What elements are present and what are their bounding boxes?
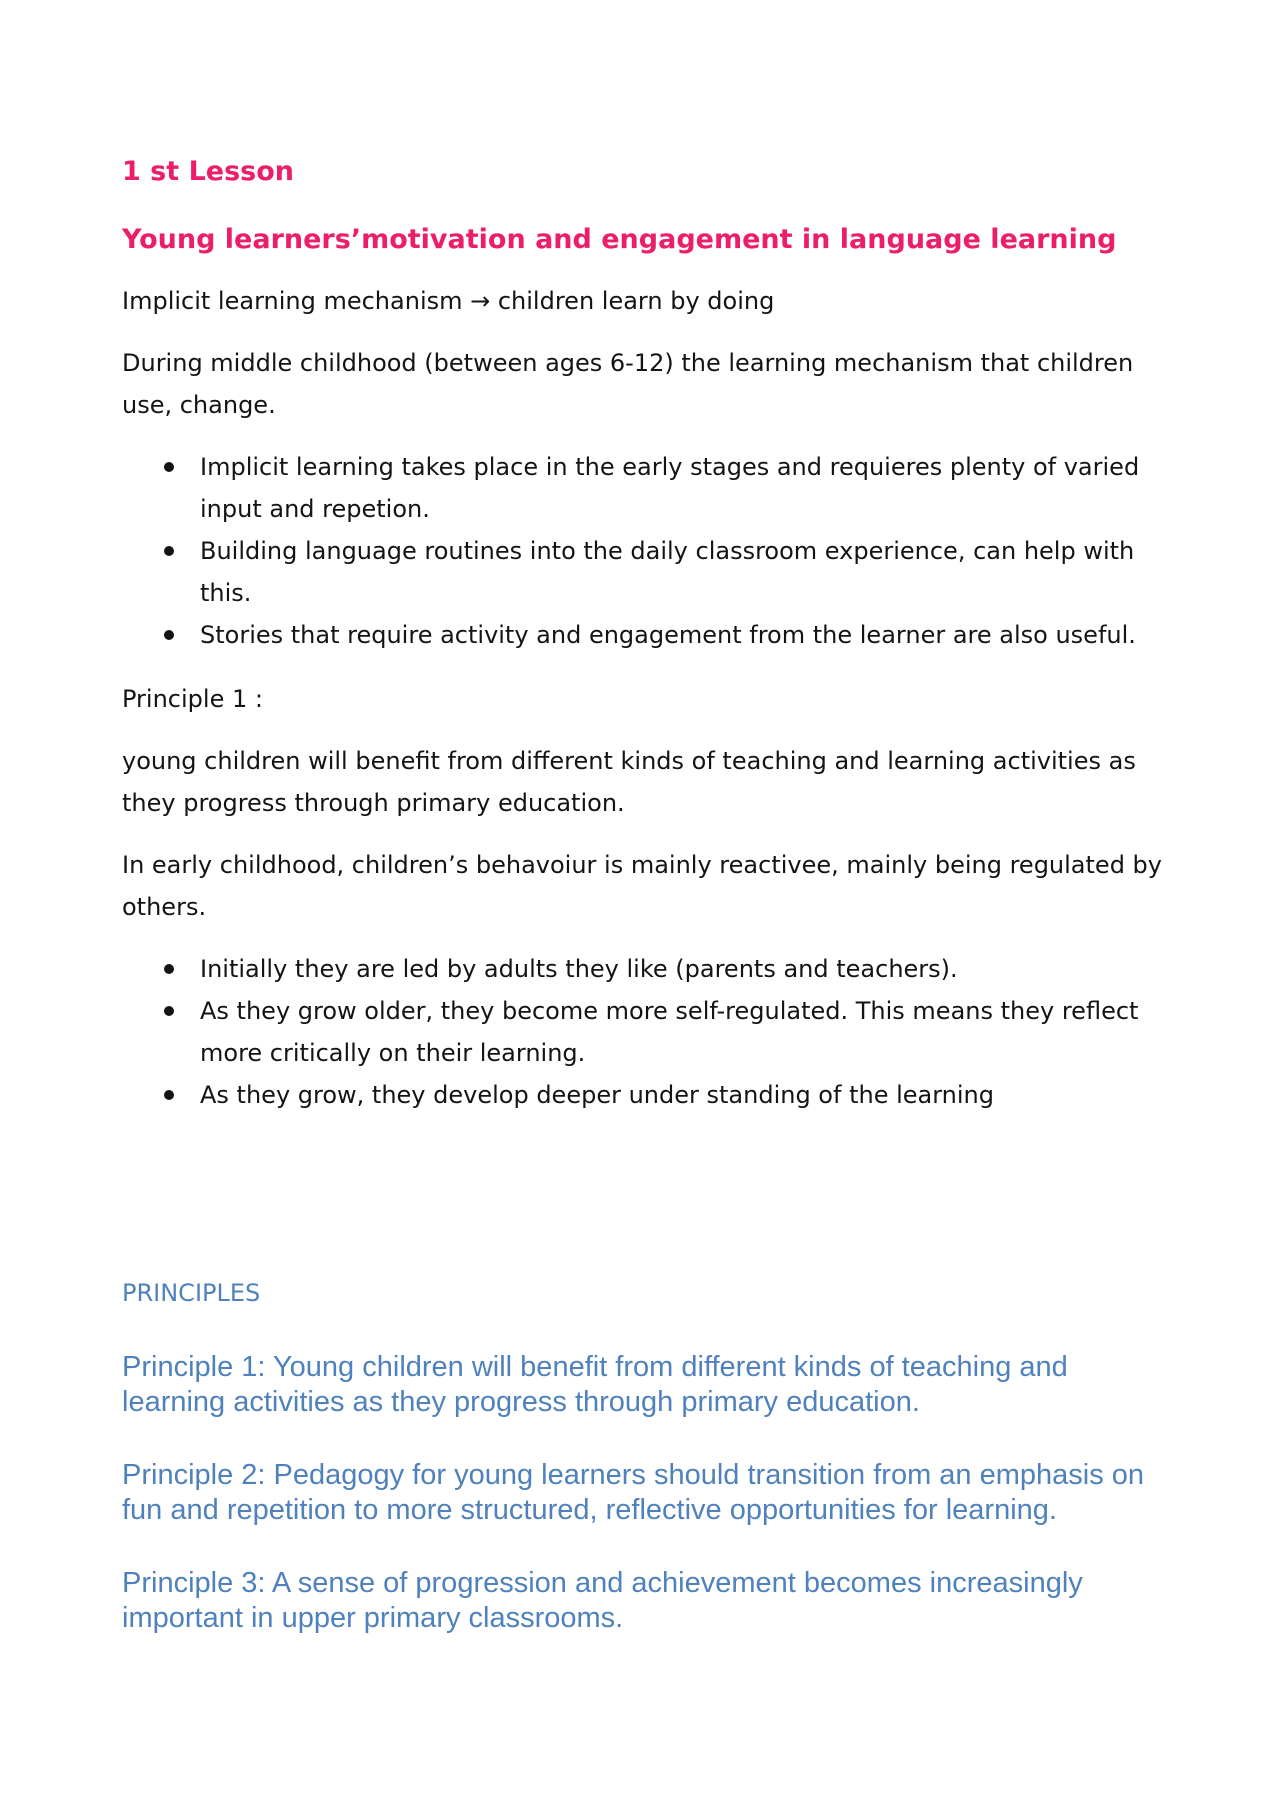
bullet-list-regulation — [122, 948, 1172, 1116]
section-spacer — [122, 1138, 1172, 1276]
bullet-icon — [164, 462, 174, 472]
list-item-text: As they grow, they develop deeper under standing of the learning — [200, 1081, 994, 1109]
implicit-learning-line: Implicit learning mechanism → children learn by doing — [122, 287, 775, 315]
bullet-icon — [164, 964, 174, 974]
list-item-text: Building language routines into the daily classroom experience, can help with this. — [200, 537, 1135, 607]
bullet-icon — [164, 1090, 174, 1100]
document-content — [122, 150, 1172, 1674]
list-item-text: As they grow older, they become more self-regulated. This means they reflect more critically on their learning. — [200, 997, 1139, 1067]
bullet-list-implicit — [122, 446, 1172, 656]
list-item — [122, 990, 1172, 1074]
principle-3: Principle 3: A sense of progression and achievement becomes increasingly important in upper primary classrooms. — [122, 1567, 1083, 1634]
list-item — [122, 948, 1172, 990]
list-item-text: Stories that require activity and engagement from the learner are also useful. — [200, 621, 1136, 649]
bullet-icon — [164, 630, 174, 640]
bullet-icon — [164, 546, 174, 556]
list-item — [122, 446, 1172, 530]
list-item-text: Implicit learning takes place in the early stages and requieres plenty of varied input and repetion. — [200, 453, 1140, 523]
list-item — [122, 530, 1172, 614]
principle-1: Principle 1: Young children will benefit from different kinds of teaching and learning activities as they progress through primary education. — [122, 1351, 1068, 1418]
principle-2: Principle 2: Pedagogy for young learners should transition from an emphasis on fun and repetition to more structured, reflective opportunities for learning. — [122, 1459, 1145, 1526]
middle-childhood-paragraph: During middle childhood (between ages 6-12) the learning mechanism that children use, change. — [122, 349, 1134, 419]
topic-title: Young learners’motivation and engagement in language learning — [122, 224, 1117, 255]
principles-heading: PRINCIPLES — [122, 1279, 261, 1307]
principle-label: Principle 1 : — [122, 685, 263, 713]
principle-text: young children will benefit from different kinds of teaching and learning activities as they progress through primary education. — [122, 747, 1136, 817]
lesson-title: 1 st Lesson — [122, 156, 294, 187]
list-item — [122, 1074, 1172, 1116]
bullet-icon — [164, 1006, 174, 1016]
early-childhood-paragraph: In early childhood, children’s behavoiur is mainly reactivee, mainly being regulated by others. — [122, 851, 1162, 921]
list-item-text: Initially they are led by adults they like (parents and teachers). — [200, 955, 958, 983]
list-item — [122, 614, 1172, 656]
